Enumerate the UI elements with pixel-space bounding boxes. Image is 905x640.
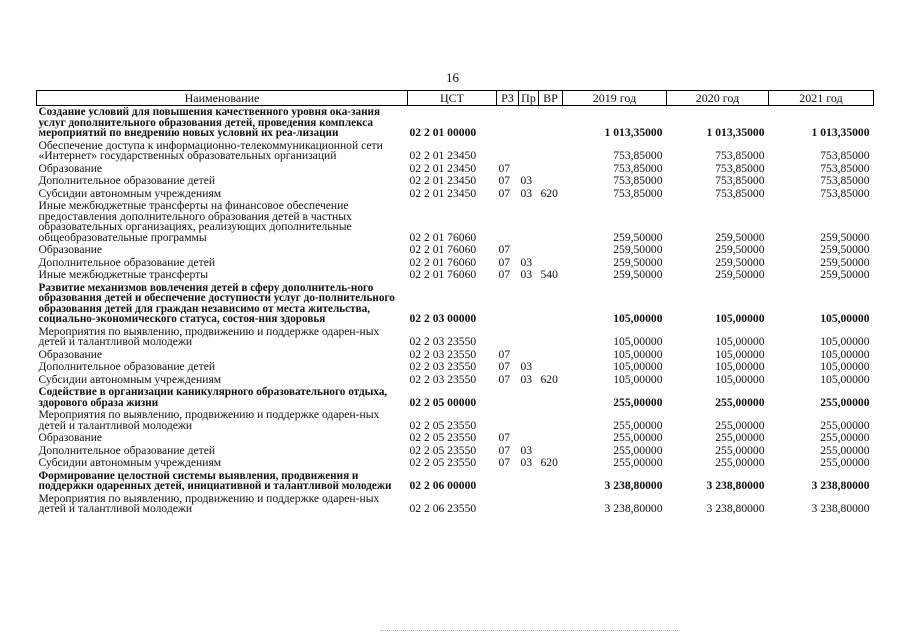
cell-rz — [497, 200, 519, 244]
cell-cst: 02 2 05 23550 — [409, 456, 477, 469]
cell-2021: 105,00000 — [820, 347, 870, 361]
cell-2020: 753,85000 — [715, 149, 765, 162]
cell-name: Мероприятия по выявлению, продвижению и поддержке одарен-ных детей и талантливой молодежи — [38, 491, 380, 515]
cell-vr — [539, 282, 563, 326]
budget-table — [36, 90, 874, 516]
cell-2021: 255,00000 — [820, 395, 870, 409]
cell-2020: 1 013,35000 — [706, 126, 765, 139]
cell-2019: 753,85000 — [613, 186, 663, 200]
cell-rz: 07 — [498, 268, 511, 281]
cell-cst: 02 2 03 23550 — [409, 372, 477, 386]
cell-2020: 255,00000 — [715, 456, 765, 469]
cell-rz — [497, 140, 519, 163]
table-section-row — [37, 106, 874, 140]
cell-name: Дополнительное образование детей — [38, 360, 216, 373]
header-rz: РЗ — [497, 91, 519, 106]
cell-pr — [519, 282, 539, 326]
cell-2020: 753,85000 — [715, 174, 765, 187]
cell-2019: 3 238,80000 — [604, 479, 663, 492]
cell-2019: 259,50000 — [613, 243, 663, 256]
table-row — [37, 140, 874, 163]
cell-cst: 02 2 01 76060 — [409, 255, 477, 269]
cell-rz: 07 — [498, 431, 511, 444]
cell-vr — [539, 140, 563, 163]
cell-2019: 255,00000 — [613, 443, 663, 457]
cell-rz: 07 — [498, 186, 511, 200]
cell-2020: 255,00000 — [715, 395, 765, 409]
cell-2019: 105,00000 — [613, 360, 663, 373]
cell-name: Субсидии автономным учреждениям — [38, 372, 222, 386]
table-row — [37, 175, 874, 188]
cell-2019: 1 013,35000 — [604, 126, 663, 139]
cell-2019: 105,00000 — [613, 372, 663, 386]
cell-rz: 07 — [498, 174, 511, 187]
cell-rz: 07 — [498, 255, 511, 269]
cell-vr — [539, 432, 563, 445]
cell-cst: 02 2 03 00000 — [409, 312, 477, 325]
cell-2019: 259,50000 — [613, 255, 663, 269]
cell-cst: 02 2 01 76060 — [409, 230, 477, 244]
cell-cst: 02 2 01 76060 — [409, 243, 477, 256]
cell-pr — [519, 326, 539, 349]
cell-rz — [497, 493, 519, 516]
cell-pr — [519, 432, 539, 445]
cell-rz: 07 — [498, 443, 511, 457]
cell-2021: 105,00000 — [820, 312, 870, 325]
cell-2021: 255,00000 — [820, 456, 870, 469]
cell-2021: 259,50000 — [820, 230, 870, 244]
cell-rz — [497, 326, 519, 349]
cell-2021: 259,50000 — [820, 243, 870, 256]
cell-2019: 255,00000 — [613, 418, 663, 432]
table-section-row — [37, 470, 874, 493]
cell-name: Образование — [38, 161, 103, 175]
cell-name: Субсидии автономным учреждениям — [38, 456, 222, 469]
header-vr: ВР — [539, 91, 563, 106]
cell-vr — [539, 200, 563, 244]
cell-name: Образование — [38, 243, 103, 256]
table-row — [37, 200, 874, 244]
cell-2021: 255,00000 — [820, 431, 870, 444]
cell-name: Дополнительное образование детей — [38, 443, 216, 457]
cell-pr — [519, 470, 539, 493]
cell-cst: 02 2 01 23450 — [409, 149, 477, 162]
cell-pr — [519, 140, 539, 163]
cell-2021: 753,85000 — [820, 174, 870, 187]
cell-cst: 02 2 05 23550 — [409, 418, 477, 432]
cell-2020: 3 238,80000 — [706, 479, 765, 492]
cell-name: Образование — [38, 347, 103, 361]
cell-2020: 753,85000 — [715, 161, 765, 175]
cell-vr — [539, 493, 563, 516]
cell-2021: 753,85000 — [820, 161, 870, 175]
cell-2020: 105,00000 — [715, 347, 765, 361]
table-row — [37, 361, 874, 374]
cell-2021: 3 238,80000 — [811, 479, 870, 492]
cell-2020: 105,00000 — [715, 360, 765, 373]
cell-rz: 07 — [498, 161, 511, 175]
cell-pr: 03 — [520, 186, 533, 200]
cell-cst: 02 2 03 23550 — [409, 347, 477, 361]
cell-2019: 105,00000 — [613, 312, 663, 325]
cell-pr — [519, 106, 539, 140]
cell-2020: 753,85000 — [715, 186, 765, 200]
cell-cst: 02 2 01 23450 — [409, 186, 477, 200]
cell-rz — [497, 409, 519, 432]
cell-cst: 02 2 01 76060 — [409, 268, 477, 281]
cell-vr — [539, 409, 563, 432]
cell-vr: 620 — [540, 372, 558, 386]
cell-2021: 1 013,35000 — [811, 126, 870, 139]
cell-2020: 259,50000 — [715, 230, 765, 244]
table-header-row — [37, 91, 874, 106]
cell-name: Мероприятия по выявлению, продвижению и поддержке одарен-ных детей и талантливой молодежи — [38, 408, 380, 432]
cell-vr — [539, 361, 563, 374]
cell-pr: 03 — [520, 174, 533, 187]
cell-pr: 03 — [520, 360, 533, 373]
cell-rz — [497, 106, 519, 140]
cell-2019: 105,00000 — [613, 335, 663, 348]
cell-rz: 07 — [498, 360, 511, 373]
cell-cst: 02 2 05 00000 — [409, 395, 477, 409]
cell-vr — [539, 175, 563, 188]
cell-2019: 259,50000 — [613, 268, 663, 281]
cell-vr: 620 — [540, 456, 558, 469]
table-row — [37, 457, 874, 470]
cell-pr — [519, 386, 539, 409]
cell-pr: 03 — [520, 255, 533, 269]
header-name: Наименование — [37, 91, 408, 106]
cell-2021: 753,85000 — [820, 149, 870, 162]
cell-2020: 259,50000 — [715, 268, 765, 281]
cell-cst: 02 2 03 23550 — [409, 360, 477, 373]
cell-cst: 02 2 05 23550 — [409, 443, 477, 457]
cell-2020: 259,50000 — [715, 243, 765, 256]
cell-vr — [539, 470, 563, 493]
cell-pr: 03 — [520, 268, 533, 281]
cell-2020: 255,00000 — [715, 418, 765, 432]
cell-2020: 259,50000 — [715, 255, 765, 269]
cell-2020: 105,00000 — [715, 312, 765, 325]
cell-2020: 105,00000 — [715, 335, 765, 348]
cell-pr — [519, 244, 539, 257]
header-2019: 2019 год — [563, 91, 667, 106]
cell-vr — [539, 244, 563, 257]
cell-cst: 02 2 01 23450 — [409, 161, 477, 175]
table-body — [37, 106, 874, 516]
cell-name: Образование — [38, 431, 103, 444]
cell-2019: 753,85000 — [613, 174, 663, 187]
cell-2020: 255,00000 — [715, 443, 765, 457]
cell-name: Развитие механизмов вовлечения детей в сферу дополнитель-ного образования детей и обеспечение доступности услуг до-полнительного образования детей для граждан независимо от места жительства, социально-экономического статуса, состоя-ния здоровья — [38, 281, 395, 325]
table-row — [37, 244, 874, 257]
cell-cst: 02 2 01 00000 — [409, 126, 477, 139]
cell-pr — [519, 200, 539, 244]
cell-pr: 03 — [520, 372, 533, 386]
cell-2021: 105,00000 — [820, 335, 870, 348]
cell-2019: 3 238,80000 — [604, 502, 663, 515]
cell-2019: 255,00000 — [613, 431, 663, 444]
cell-2020: 255,00000 — [715, 431, 765, 444]
cell-2021: 255,00000 — [820, 418, 870, 432]
cell-rz: 07 — [498, 372, 511, 386]
cell-2019: 105,00000 — [613, 347, 663, 361]
header-pr: Пр — [519, 91, 539, 106]
cell-name: Создание условий для повышения качественного уровня ока-зания услуг дополнительного образования детей, проведения комплекса мероприятий по внедрению новых условий их реа-лизации — [38, 106, 381, 139]
table-section-row — [37, 282, 874, 326]
cell-2019: 255,00000 — [613, 456, 663, 469]
header-2020: 2020 год — [667, 91, 769, 106]
cell-2019: 259,50000 — [613, 230, 663, 244]
table-row — [37, 326, 874, 349]
cell-name: Мероприятия по выявлению, продвижению и поддержке одарен-ных детей и талантливой молодежи — [38, 324, 380, 348]
table-row — [37, 374, 874, 387]
cell-2021: 753,85000 — [820, 186, 870, 200]
cell-name: Обеспечение доступа к информационно-телекоммуникационной сети «Интернет» государственных образовательных организаций — [38, 138, 383, 162]
cell-cst: 02 2 03 23550 — [409, 335, 477, 348]
footer-divider — [380, 630, 680, 632]
cell-pr: 03 — [520, 443, 533, 457]
cell-vr: 620 — [540, 186, 558, 200]
cell-cst: 02 2 06 23550 — [409, 502, 477, 515]
cell-rz: 07 — [498, 456, 511, 469]
table-section-row — [37, 386, 874, 409]
table-row — [37, 432, 874, 445]
cell-2021: 259,50000 — [820, 255, 870, 269]
cell-rz — [497, 470, 519, 493]
cell-vr: 540 — [540, 268, 558, 281]
cell-vr — [539, 326, 563, 349]
cell-2021: 259,50000 — [820, 268, 870, 281]
cell-2019: 753,85000 — [613, 149, 663, 162]
cell-name: Содействие в организации каникулярного образовательного отдыха, здорового образа жизни — [38, 386, 388, 409]
cell-name: Иные межбюджетные трансферты на финансовое обеспечение предоставления дополнительного образования детей в частных образовательных организациях, реализующих дополнительные общеобразовательные программы — [38, 199, 352, 244]
table-row — [37, 409, 874, 432]
cell-vr — [539, 349, 563, 362]
cell-2021: 3 238,80000 — [811, 502, 870, 515]
cell-cst: 02 2 01 23450 — [409, 174, 477, 187]
cell-pr — [519, 493, 539, 516]
table-row — [37, 493, 874, 516]
cell-rz: 07 — [498, 347, 511, 361]
cell-name: Иные межбюджетные трансферты — [38, 268, 209, 281]
header-2021: 2021 год — [769, 91, 874, 106]
cell-2019: 255,00000 — [613, 395, 663, 409]
cell-name: Дополнительное образование детей — [38, 174, 216, 187]
cell-rz — [497, 282, 519, 326]
cell-name: Дополнительное образование детей — [38, 255, 216, 269]
cell-pr: 03 — [520, 456, 533, 469]
cell-2021: 105,00000 — [820, 360, 870, 373]
header-cst: ЦСТ — [408, 91, 497, 106]
table-row — [37, 269, 874, 282]
cell-2020: 105,00000 — [715, 372, 765, 386]
cell-cst: 02 2 06 00000 — [409, 479, 477, 492]
cell-2019: 753,85000 — [613, 161, 663, 175]
cell-name: Субсидии автономным учреждениям — [38, 186, 222, 200]
cell-vr — [539, 106, 563, 140]
cell-2021: 255,00000 — [820, 443, 870, 457]
cell-rz — [497, 386, 519, 409]
cell-cst: 02 2 05 23550 — [409, 431, 477, 444]
cell-rz: 07 — [498, 243, 511, 256]
cell-vr — [539, 386, 563, 409]
cell-name: Формирование целостной системы выявления, продвижения и поддержки одаренных детей, инициативной и талантливой молодежи — [38, 469, 392, 492]
cell-2021: 105,00000 — [820, 372, 870, 386]
cell-pr — [519, 409, 539, 432]
cell-2020: 3 238,80000 — [706, 502, 765, 515]
page-number: 16 — [446, 70, 459, 85]
cell-vr — [539, 163, 563, 176]
